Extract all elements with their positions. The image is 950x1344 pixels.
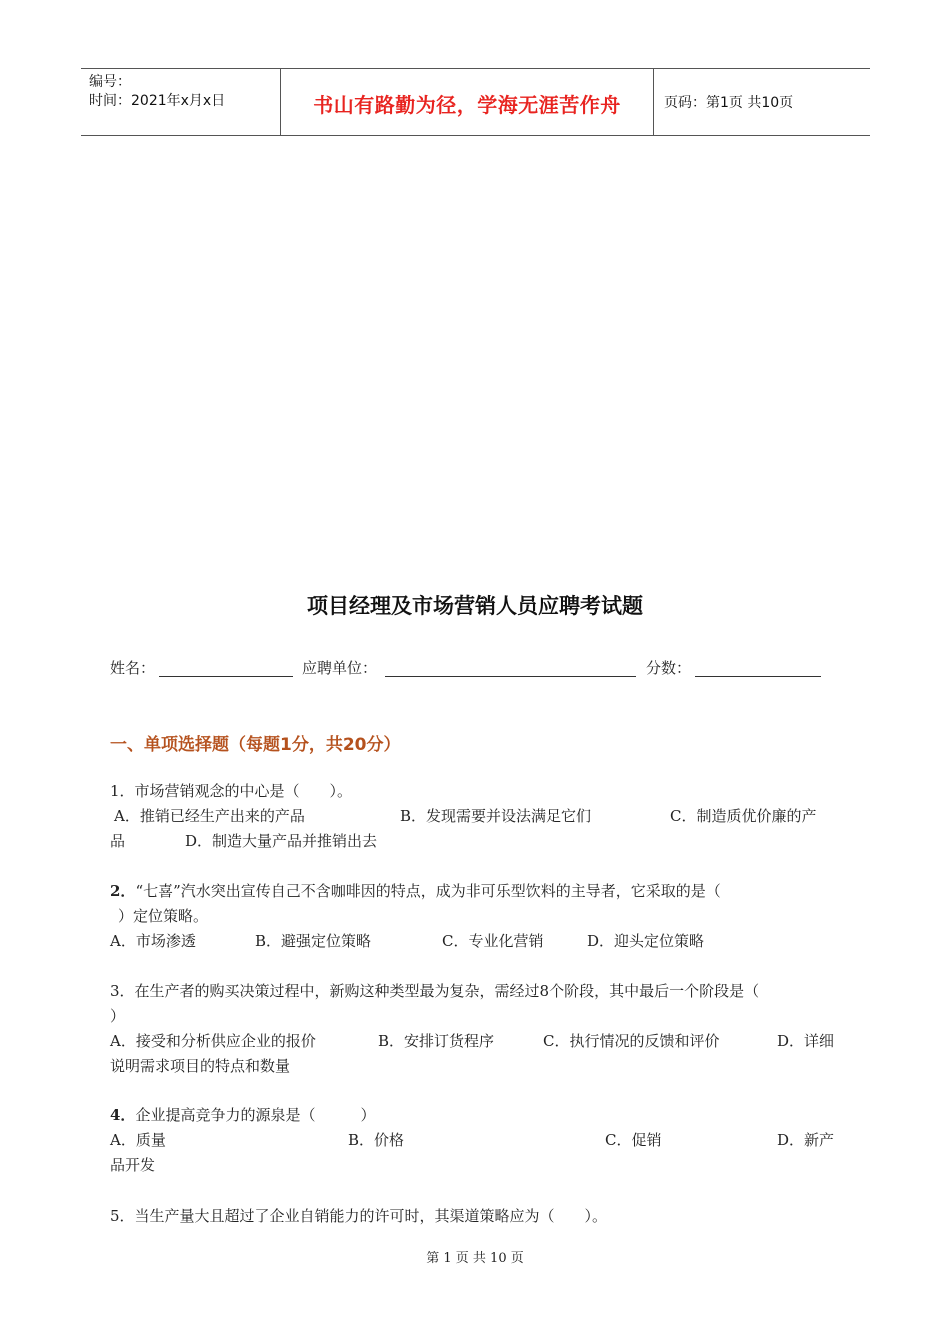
score-blank <box>695 676 821 677</box>
question-stem <box>110 980 759 1001</box>
unit-label: 应聘单位： <box>302 659 378 677</box>
option-a: A．接受和分析供应企业的报价 <box>110 1032 316 1050</box>
question-text: 当生产量大且超过了企业自销能力的许可时，其渠道策略应为（ ）。 <box>134 1207 608 1225</box>
question-stem <box>110 780 352 801</box>
option-b: B．价格 <box>348 1131 405 1149</box>
document-title: 项目经理及市场营销人员应聘考试题 <box>307 594 643 618</box>
header-page-cell <box>654 69 870 135</box>
question-number: 2． <box>110 882 136 900</box>
option-a: A．推销已经生产出来的产品 <box>114 807 305 825</box>
question-options <box>110 830 840 850</box>
question-text: 企业提高竞争力的源泉是（ ） <box>135 1106 376 1124</box>
motto-text: 书山有路勤为径，学海无涯苦作舟 <box>313 92 621 117</box>
option-a: A．市场渗透 <box>110 932 196 950</box>
page-number-label: 页码：第1页 共10页 <box>664 95 794 111</box>
page-header <box>81 68 870 136</box>
question-stem <box>110 1205 607 1226</box>
option-continuation: 品开发 <box>110 1156 156 1174</box>
option-continuation: 品 <box>110 832 126 850</box>
option-b: B．安排订货程序 <box>378 1032 495 1050</box>
section-heading: 一、单项选择题（每题1分，共20分） <box>110 735 401 755</box>
question-stem <box>110 880 721 901</box>
unit-blank <box>385 676 636 677</box>
option-b: B．避强定位策略 <box>255 932 372 950</box>
header-motto-cell <box>281 69 654 135</box>
question-options <box>110 805 840 825</box>
option-b: B．发现需要并设法满足它们 <box>400 807 592 825</box>
question-text: 在生产者的购买决策过程中，新购这种类型最为复杂，需经过8个阶段，其中最后一个阶段是（ <box>134 982 760 1000</box>
question-number: 5． <box>110 1207 135 1225</box>
candidate-info-line <box>110 657 840 679</box>
name-blank <box>159 676 293 677</box>
question-options <box>110 1030 840 1050</box>
question-text: 市场营销观念的中心是（ ）。 <box>134 782 353 800</box>
option-c: C．制造质优价廉的产 <box>670 807 817 825</box>
question-stem <box>110 1104 375 1125</box>
question-text: “七喜”汽水突出宣传自己不含咖啡因的特点，成为非可乐型饮料的主导者，它采取的是（ <box>135 882 721 900</box>
option-c: C．促销 <box>605 1131 662 1149</box>
option-c: C．专业化营销 <box>442 932 544 950</box>
document-number-label: 编号： <box>89 74 131 90</box>
question-options <box>110 930 840 950</box>
option-d: D．制造大量产品并推销出去 <box>185 832 378 850</box>
question-stem-continuation: ） <box>110 1007 126 1025</box>
name-label: 姓名： <box>110 659 156 677</box>
question-number: 1． <box>110 782 135 800</box>
question-options <box>110 1129 840 1149</box>
score-label: 分数： <box>646 659 692 677</box>
option-d: D．迎头定位策略 <box>587 932 705 950</box>
option-a: A．质量 <box>110 1131 166 1149</box>
header-left-cell <box>81 69 281 135</box>
option-c: C．执行情况的反馈和评价 <box>543 1032 720 1050</box>
question-stem-continuation: ）定位策略。 <box>118 907 209 925</box>
document-date-label: 时间：2021年x月x日 <box>89 93 226 109</box>
option-d: D．新产 <box>777 1131 835 1149</box>
option-d: D．详细 <box>777 1032 835 1050</box>
option-continuation: 说明需求项目的特点和数量 <box>110 1057 291 1075</box>
page-footer: 第 1 页 共 10 页 <box>426 1251 524 1266</box>
question-number: 3． <box>110 982 135 1000</box>
question-number: 4． <box>110 1106 136 1124</box>
